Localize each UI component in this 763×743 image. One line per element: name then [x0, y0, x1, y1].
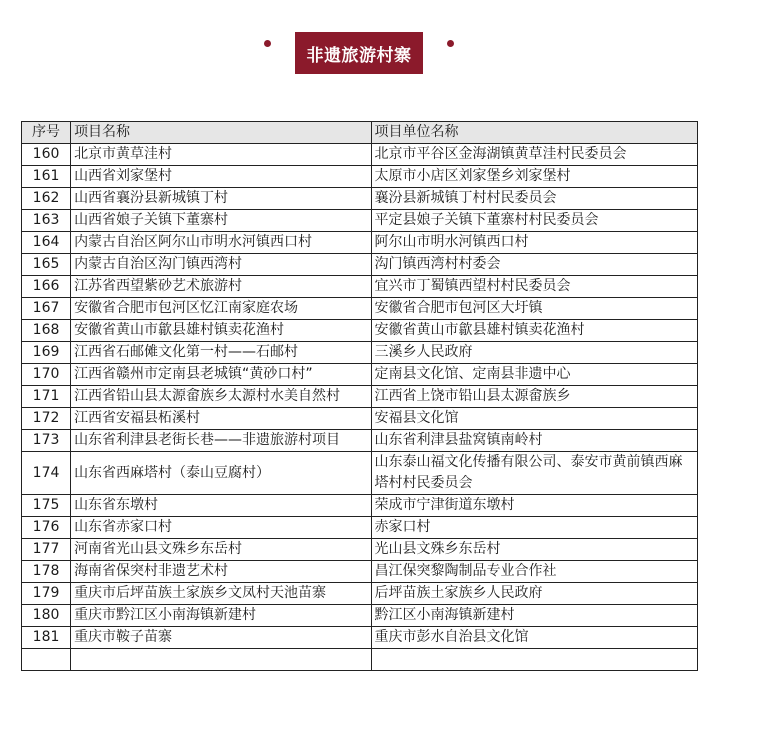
cell-index: 169: [22, 342, 71, 364]
cell-index: 174: [22, 452, 71, 495]
cell-project-name: 山东省赤家口村: [71, 517, 371, 539]
table-row: [22, 320, 698, 342]
table-row: [22, 539, 698, 561]
cell-index: 176: [22, 517, 71, 539]
cell-project-name: 重庆市鞍子苗寨: [71, 627, 371, 649]
table-row: [22, 583, 698, 605]
column-header-index: 序号: [22, 122, 71, 144]
cell-project-name: 山西省襄汾县新城镇丁村: [71, 188, 371, 210]
cell-unit-name: 山东泰山福文化传播有限公司、泰安市黄前镇西麻塔村村民委员会: [371, 452, 698, 495]
cell-project-name: 内蒙古自治区阿尔山市明水河镇西口村: [71, 232, 371, 254]
cell-project-name: 重庆市后坪苗族土家族乡文凤村天池苗寨: [71, 583, 371, 605]
cell-unit-name: [371, 649, 698, 671]
table-row: [22, 430, 698, 452]
table-row: [22, 298, 698, 320]
cell-unit-name: 阿尔山市明水河镇西口村: [371, 232, 698, 254]
table-row: [22, 144, 698, 166]
cell-index: 175: [22, 495, 71, 517]
table-row: [22, 605, 698, 627]
cell-project-name: 海南省保突村非遗艺术村: [71, 561, 371, 583]
cell-project-name: [71, 649, 371, 671]
cell-project-name: 内蒙古自治区沟门镇西湾村: [71, 254, 371, 276]
table-row: [22, 452, 698, 495]
cell-index: 181: [22, 627, 71, 649]
table-body: [22, 144, 698, 671]
cell-index: [22, 649, 71, 671]
table-row: [22, 386, 698, 408]
decorative-dot-right: [447, 40, 454, 47]
column-header-unit-name: 项目单位名称: [371, 122, 698, 144]
table-row: [22, 166, 698, 188]
table-row: [22, 649, 698, 671]
table-row: [22, 495, 698, 517]
cell-index: 179: [22, 583, 71, 605]
table-row: [22, 210, 698, 232]
cell-project-name: 山东省西麻塔村（泰山豆腐村）: [71, 452, 371, 495]
section-header: [0, 32, 763, 76]
cell-project-name: 山西省娘子关镇下董寨村: [71, 210, 371, 232]
heritage-village-table: [21, 121, 698, 671]
cell-project-name: 山西省刘家堡村: [71, 166, 371, 188]
cell-index: 165: [22, 254, 71, 276]
cell-project-name: 北京市黄草洼村: [71, 144, 371, 166]
table-header-row: [22, 122, 698, 144]
cell-index: 173: [22, 430, 71, 452]
column-header-project-name: 项目名称: [71, 122, 371, 144]
table-row: [22, 561, 698, 583]
decorative-dot-left: [264, 40, 271, 47]
cell-unit-name: 襄汾县新城镇丁村村民委员会: [371, 188, 698, 210]
cell-index: 164: [22, 232, 71, 254]
cell-unit-name: 太原市小店区刘家堡乡刘家堡村: [371, 166, 698, 188]
cell-unit-name: 后坪苗族土家族乡人民政府: [371, 583, 698, 605]
table-row: [22, 627, 698, 649]
cell-unit-name: 三溪乡人民政府: [371, 342, 698, 364]
cell-index: 171: [22, 386, 71, 408]
cell-project-name: 江西省赣州市定南县老城镇“黄砂口村”: [71, 364, 371, 386]
cell-index: 160: [22, 144, 71, 166]
cell-project-name: 江西省铅山县太源畲族乡太源村水美自然村: [71, 386, 371, 408]
cell-unit-name: 定南县文化馆、定南县非遗中心: [371, 364, 698, 386]
cell-index: 170: [22, 364, 71, 386]
cell-unit-name: 重庆市彭水自治县文化馆: [371, 627, 698, 649]
cell-index: 177: [22, 539, 71, 561]
cell-unit-name: 黔江区小南海镇新建村: [371, 605, 698, 627]
cell-index: 161: [22, 166, 71, 188]
cell-project-name: 山东省东墩村: [71, 495, 371, 517]
cell-unit-name: 荣成市宁津街道东墩村: [371, 495, 698, 517]
cell-project-name: 江苏省西望紫砂艺术旅游村: [71, 276, 371, 298]
cell-index: 163: [22, 210, 71, 232]
cell-project-name: 安徽省黄山市歙县雄村镇卖花渔村: [71, 320, 371, 342]
cell-index: 167: [22, 298, 71, 320]
cell-index: 178: [22, 561, 71, 583]
cell-index: 168: [22, 320, 71, 342]
cell-project-name: 江西省石邮傩文化第一村——石邮村: [71, 342, 371, 364]
cell-project-name: 江西省安福县柘溪村: [71, 408, 371, 430]
cell-unit-name: 宜兴市丁蜀镇西望村村民委员会: [371, 276, 698, 298]
table-row: [22, 364, 698, 386]
table-row: [22, 408, 698, 430]
cell-unit-name: 安福县文化馆: [371, 408, 698, 430]
cell-unit-name: 北京市平谷区金海湖镇黄草洼村民委员会: [371, 144, 698, 166]
table-row: [22, 276, 698, 298]
cell-index: 162: [22, 188, 71, 210]
table-row: [22, 188, 698, 210]
cell-unit-name: 江西省上饶市铅山县太源畲族乡: [371, 386, 698, 408]
cell-project-name: 河南省光山县文殊乡东岳村: [71, 539, 371, 561]
cell-unit-name: 山东省利津县盐窝镇南岭村: [371, 430, 698, 452]
table-row: [22, 232, 698, 254]
section-title: 非遗旅游村寨: [295, 32, 423, 74]
cell-project-name: 重庆市黔江区小南海镇新建村: [71, 605, 371, 627]
table-row: [22, 342, 698, 364]
cell-unit-name: 安徽省合肥市包河区大圩镇: [371, 298, 698, 320]
cell-index: 180: [22, 605, 71, 627]
cell-project-name: 安徽省合肥市包河区忆江南家庭农场: [71, 298, 371, 320]
cell-index: 166: [22, 276, 71, 298]
cell-unit-name: 昌江保突黎陶制品专业合作社: [371, 561, 698, 583]
cell-index: 172: [22, 408, 71, 430]
cell-unit-name: 光山县文殊乡东岳村: [371, 539, 698, 561]
table-row: [22, 517, 698, 539]
cell-unit-name: 平定县娘子关镇下董寨村村民委员会: [371, 210, 698, 232]
cell-project-name: 山东省利津县老街长巷——非遗旅游村项目: [71, 430, 371, 452]
cell-unit-name: 沟门镇西湾村村委会: [371, 254, 698, 276]
table-row: [22, 254, 698, 276]
cell-unit-name: 安徽省黄山市歙县雄村镇卖花渔村: [371, 320, 698, 342]
cell-unit-name: 赤家口村: [371, 517, 698, 539]
